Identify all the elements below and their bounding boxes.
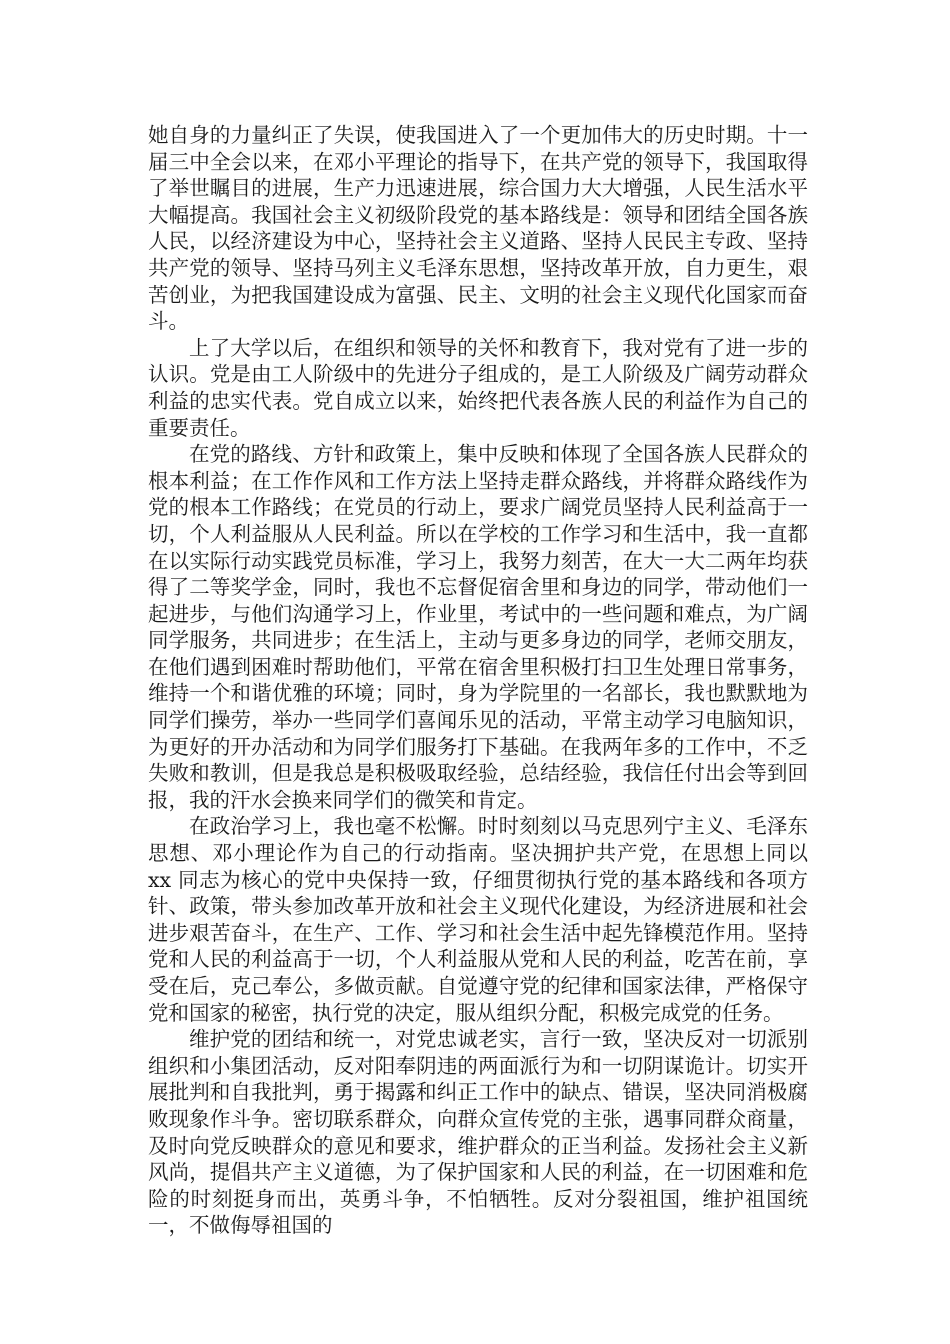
document-body bbox=[148, 122, 808, 1239]
paragraph-political-study: 在政治学习上，我也毫不松懈。时时刻刻以马克思列宁主义、毛泽东思想、邓小理论作为自己的行动指南。坚决拥护共产党，在思想上同以 xx 同志为核心的党中央保持一致，仔细贯彻执行党的基本路线和各项方针、政策，带头参加改革开放和社会主义现代化建设，为经济进展和社会进步艰苦奋斗，在生产、工作、学习和社会生活中起先锋模范作用。坚持党和人民的利益高于一切，个人利益服从党和人民的利益，吃苦在前，享受在后，克己奉公，多做贡献。自觉遵守党的纪律和国家法律，严格保守党和国家的秘密，执行党的决定，服从组织分配，积极完成党的任务。 bbox=[148, 814, 808, 1025]
paragraph-continued: 她自身的力量纠正了失误，使我国进入了一个更加伟大的历史时期。十一届三中全会以来，在邓小平理论的指导下，在共产党的领导下，我国取得了举世瞩目的进展，生产力迅速进展，综合国力大大增强，人民生活水平大幅提高。我国社会主义初级阶段党的基本路线是：领导和团结全国各族人民，以经济建设为中心，坚持社会主义道路、坚持人民民主专政、坚持共产党的领导、坚持马列主义毛泽东思想，坚持改革开放，自力更生，艰苦创业，为把我国建设成为富强、民主、文明的社会主义现代化国家而奋斗。 bbox=[148, 123, 808, 334]
paragraph-party-unity: 维护党的团结和统一，对党忠诚老实，言行一致，坚决反对一切派别组织和小集团活动，反对阳奉阴违的两面派行为和一切阴谋诡计。切实开展批判和自我批判，勇于揭露和纠正工作中的缺点、错误，坚决同消极腐败现象作斗争。密切联系群众，向群众宣传党的主张，遇事同群众商量，及时向党反映群众的意见和要求，维护群众的正当利益。发扬社会主义新风尚，提倡共产主义道德，为了保护国家和人民的利益，在一切困难和危险的时刻挺身而出，英勇斗争，不怕牺牲。反对分裂祖国，维护祖国统一，不做侮辱祖国的 bbox=[148, 1027, 808, 1238]
paragraph-party-line: 在党的路线、方针和政策上，集中反映和体现了全国各族人民群众的根本利益；在工作作风和工作方法上坚持走群众路线，并将群众路线作为党的根本工作路线；在党员的行动上，要求广阔党员坚持人民利益高于一切，个人利益服从人民利益。所以在学校的工作学习和生活中，我一直都在以实际行动实践党员标准，学习上，我努力刻苦，在大一大二两年均获得了二等奖学金，同时，我也不忘督促宿舍里和身边的同学，带动他们一起进步，与他们沟通学习上，作业里，考试中的一些问题和难点，为广阔同学服务，共同进步；在生活上，主动与更多身边的同学，老师交朋友，在他们遇到困难时帮助他们，平常在宿舍里积极打扫卫生处理日常事务，维持一个和谐优雅的环境；同时，身为学院里的一名部长，我也默默地为同学们操劳，举办一些同学们喜闻乐见的活动，平常主动学习电脑知识，为更好的开办活动和为同学们服务打下基础。在我两年多的工作中，不乏失败和教训，但是我总是积极吸取经验，总结经验，我信任付出会等到回报，我的汗水会换来同学们的微笑和肯定。 bbox=[148, 442, 808, 812]
paragraph-university: 上了大学以后，在组织和领导的关怀和教育下，我对党有了进一步的认识。党是由工人阶级中的先进分子组成的，是工人阶级及广阔劳动群众利益的忠实代表。党自成立以来，始终把代表各族人民的利益作为自己的重要责任。 bbox=[148, 335, 808, 440]
